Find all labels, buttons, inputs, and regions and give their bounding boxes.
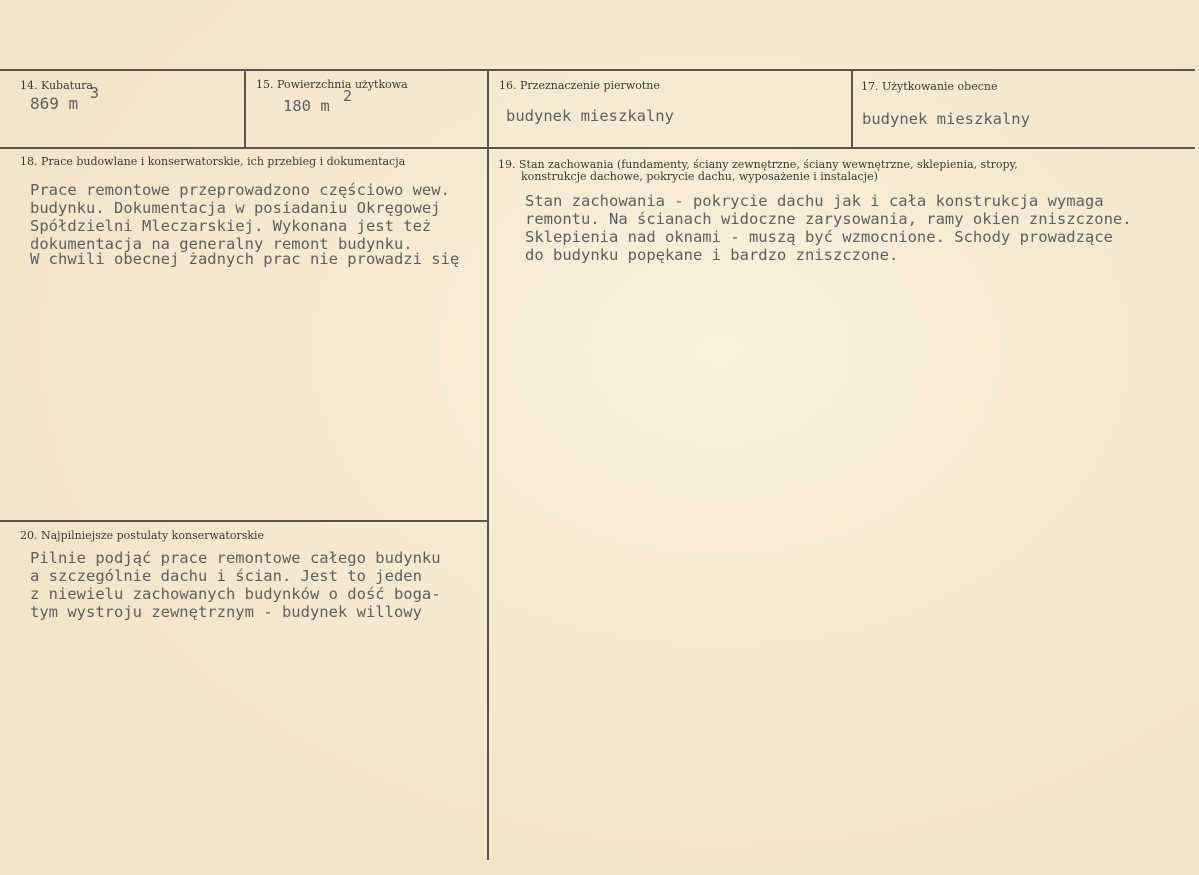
divider-14-15 xyxy=(244,69,246,149)
field-19-line: Stan zachowania - pokrycie dachu jak i cała konstrukcja wymaga xyxy=(525,192,1104,210)
field-20-line: z niewielu zachowanych budynków o dość boga- xyxy=(30,585,441,603)
field-17-value: budynek mieszkalny xyxy=(862,110,1030,128)
field-20-line: a szczególnie dachu i ścian. Jest to jeden xyxy=(30,567,422,585)
field-19-line: Sklepienia nad oknami - muszą być wzmocnione. Schody prowadzące xyxy=(525,228,1113,246)
field-20-line: Pilnie podjąć prace remontowe całego budynku xyxy=(30,549,441,567)
field-16-value: budynek mieszkalny xyxy=(506,107,674,125)
field-14-label: 14. Kubatura xyxy=(20,79,93,92)
field-15-value: 180 m xyxy=(283,97,330,115)
section20-top-rule xyxy=(0,520,488,522)
field-20-line: tym wystroju zewnętrznym - budynek willowy xyxy=(30,603,422,621)
field-18-line: W chwili obecnej żadnych prac nie prowadzi się xyxy=(30,250,460,268)
field-17-label: 17. Użytkowanie obecne xyxy=(861,80,998,93)
field-19-label-line1: 19. Stan zachowania (fundamenty, ściany zewnętrzne, ściany wewnętrzne, sklepienia, stropy, xyxy=(498,158,1018,171)
field-19-line: remontu. Na ścianach widoczne zarysowania, ramy okien zniszczone. xyxy=(525,210,1132,228)
field-15-label: 15. Powierzchnia użytkowa xyxy=(256,78,408,91)
field-18-line: dokumentacja na generalny remont budynku. xyxy=(30,235,413,253)
field-18-line: budynku. Dokumentacja w posiadaniu Okręgowej xyxy=(30,199,441,217)
field-14-unit-exponent: 3 xyxy=(90,84,100,102)
field-19-line: do budynku popękane i bardzo zniszczone. xyxy=(525,246,899,264)
top-rule xyxy=(0,69,1195,71)
field-20-label: 20. Najpilniejsze postulaty konserwatorskie xyxy=(20,529,265,542)
field-19-label-line2: konstrukcje dachowe, pokrycie dachu, wyposażenie i instalacje) xyxy=(521,170,878,183)
field-18-line: Prace remontowe przeprowadzono częściowo wew. xyxy=(30,181,450,199)
divider-15-16 xyxy=(487,69,489,860)
field-14-value: 869 m xyxy=(30,94,79,113)
divider-16-17 xyxy=(851,69,853,149)
field-15-unit-exponent: 2 xyxy=(343,87,353,105)
field-18-line: Spółdzielni Mleczarskiej. Wykonana jest też xyxy=(30,217,432,235)
field-16-label: 16. Przeznaczenie pierwotne xyxy=(499,79,660,92)
row1-bottom-rule xyxy=(0,147,1195,149)
field-18-label: 18. Prace budowlane i konserwatorskie, ich przebieg i dokumentacja xyxy=(20,155,406,168)
